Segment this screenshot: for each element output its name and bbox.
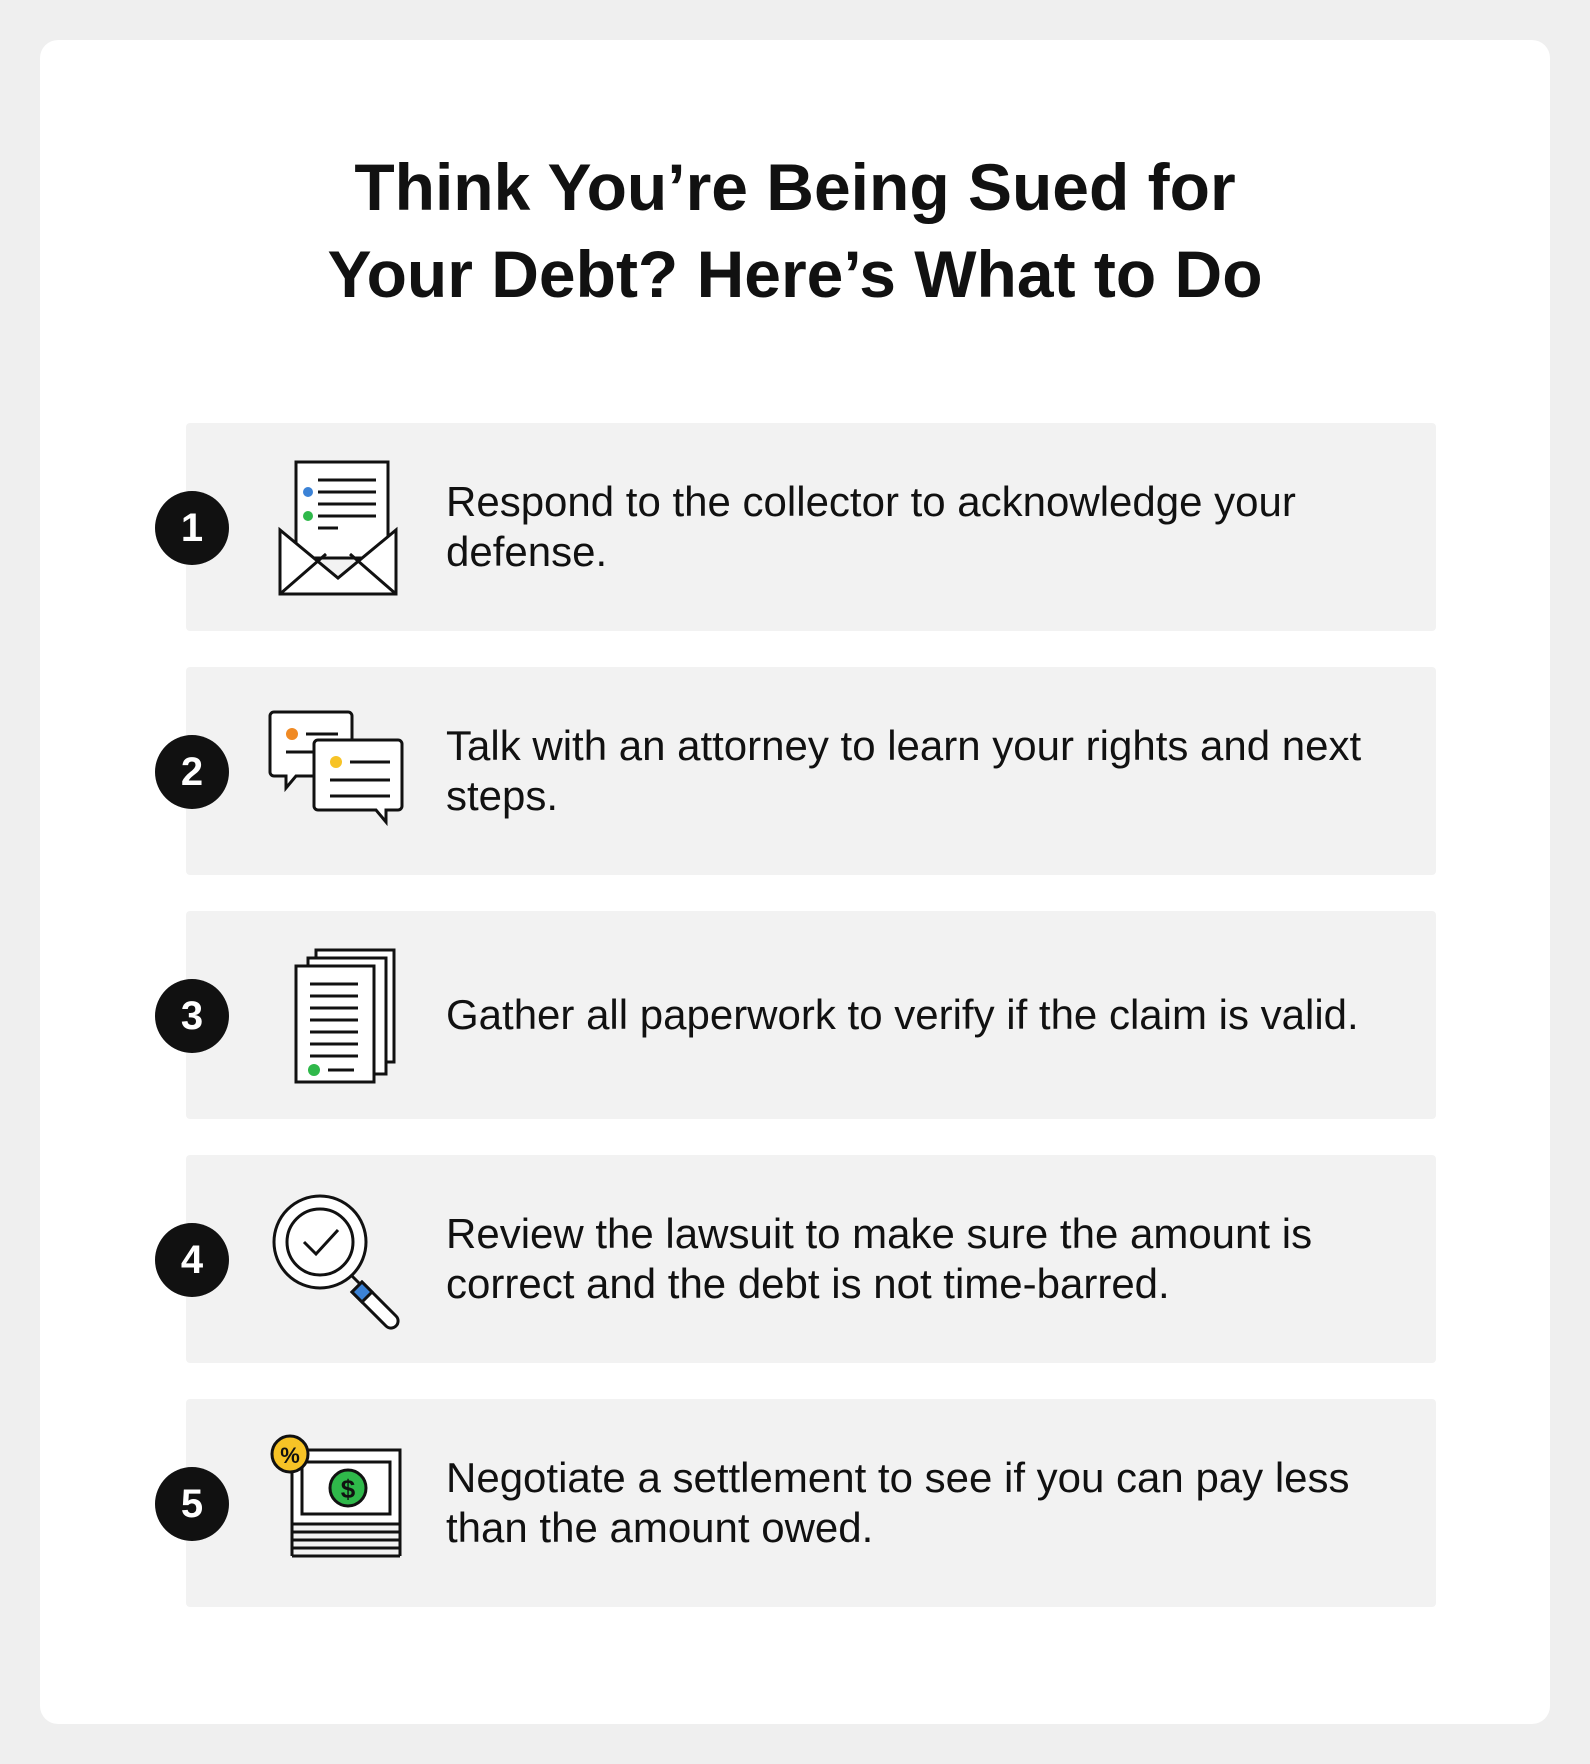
step-4 <box>180 1155 1436 1363</box>
magnifier-check-icon <box>268 1190 408 1330</box>
step-2 <box>180 667 1436 875</box>
step-number-badge: 4 <box>155 1223 229 1297</box>
title-line-2: Your Debt? Here’s What to Do <box>327 237 1263 311</box>
step-3 <box>180 911 1436 1119</box>
document-stack-icon <box>268 946 408 1086</box>
step-number-badge: 2 <box>155 735 229 809</box>
step-5 <box>180 1399 1436 1607</box>
step-text: Respond to the collector to acknowledge your defense. <box>446 478 1296 575</box>
step-text: Talk with an attorney to learn your rights and next steps. <box>446 722 1362 819</box>
step-text: Gather all paperwork to verify if the claim is valid. <box>446 991 1359 1038</box>
step-number-badge: 3 <box>155 979 229 1053</box>
step-text: Negotiate a settlement to see if you can pay less than the amount owed. <box>446 1454 1350 1551</box>
title-line-1: Think You’re Being Sued for <box>354 150 1236 224</box>
step-text: Review the lawsuit to make sure the amount is correct and the debt is not time-barred. <box>446 1210 1313 1307</box>
step-number-badge: 5 <box>155 1467 229 1541</box>
page-title <box>0 144 1590 318</box>
step-number-badge: 1 <box>155 491 229 565</box>
money-stack-icon <box>268 1434 408 1574</box>
step-1 <box>180 423 1436 631</box>
percent-sign-label: % <box>280 1443 300 1468</box>
chat-bubbles-icon <box>268 702 408 842</box>
dollar-sign-label: $ <box>340 1474 356 1504</box>
envelope-letter-icon <box>268 458 408 598</box>
